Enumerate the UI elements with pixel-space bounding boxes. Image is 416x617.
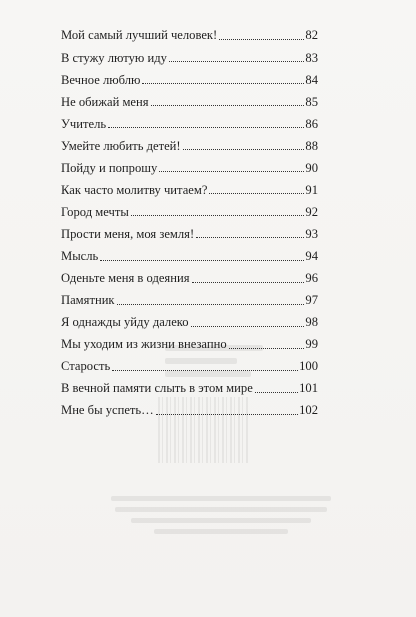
table-of-contents <box>61 20 318 417</box>
show-through-imprint <box>106 490 336 560</box>
toc-entry-page-number: 82 <box>305 28 318 43</box>
toc-entry[interactable] <box>61 108 318 130</box>
toc-dot-leader <box>183 149 305 150</box>
toc-entry-title: Не обижай меня <box>61 94 149 109</box>
toc-entry-title: Мысль <box>61 248 99 263</box>
toc-entry[interactable] <box>61 285 318 307</box>
toc-entry-page-number: 93 <box>305 226 318 241</box>
toc-entry-title: Памятник <box>61 293 115 308</box>
toc-entry-page-number: 91 <box>305 182 318 197</box>
toc-entry-page-number: 85 <box>305 94 318 109</box>
toc-entry-title: В вечной памяти слыть в этом мире <box>61 381 253 396</box>
toc-entry-page-number: 92 <box>305 204 318 219</box>
toc-entry-title: Мне бы успеть… <box>61 403 154 418</box>
toc-entry-page-number: 94 <box>305 248 318 263</box>
toc-dot-leader <box>255 392 298 393</box>
toc-entry-title: Старость <box>61 359 111 374</box>
toc-dot-leader <box>196 237 304 238</box>
toc-dot-leader <box>108 127 304 128</box>
toc-entry[interactable] <box>61 240 318 262</box>
toc-entry[interactable] <box>61 20 318 42</box>
toc-entry-title: Умейте любить детей! <box>61 138 181 153</box>
toc-entry[interactable] <box>61 152 318 174</box>
toc-entry[interactable] <box>61 373 318 395</box>
toc-dot-leader <box>219 39 304 40</box>
toc-entry[interactable] <box>61 351 318 373</box>
toc-entry-title: Мы уходим из жизни внезапно <box>61 337 227 352</box>
toc-entry-page-number: 101 <box>299 381 318 396</box>
toc-entry-title: В стужу лютую иду <box>61 50 167 65</box>
toc-dot-leader <box>156 414 298 415</box>
toc-entry[interactable] <box>61 307 318 329</box>
toc-entry[interactable] <box>61 263 318 285</box>
toc-entry-page-number: 90 <box>305 160 318 175</box>
toc-dot-leader <box>151 105 305 106</box>
toc-entry-page-number: 96 <box>305 270 318 285</box>
toc-entry[interactable] <box>61 329 318 351</box>
toc-dot-leader <box>117 304 305 305</box>
toc-entry-title: Город мечты <box>61 204 129 219</box>
toc-dot-leader <box>169 61 304 62</box>
toc-entry-page-number: 102 <box>299 403 318 418</box>
toc-dot-leader <box>229 348 305 349</box>
toc-entry[interactable] <box>61 196 318 218</box>
toc-entry-page-number: 100 <box>299 359 318 374</box>
toc-entry-title: Пойду и попрошу <box>61 160 158 175</box>
toc-entry[interactable] <box>61 174 318 196</box>
toc-entry-title: Оденьте меня в одеяния <box>61 270 190 285</box>
toc-dot-leader <box>131 215 305 216</box>
toc-entry-title: Я однажды уйду далеко <box>61 315 189 330</box>
toc-entry-page-number: 83 <box>305 50 318 65</box>
toc-dot-leader <box>142 83 304 84</box>
toc-entry-title: Мой самый лучший человек! <box>61 28 218 43</box>
toc-entry[interactable] <box>61 130 318 152</box>
toc-dot-leader <box>191 326 305 327</box>
toc-dot-leader <box>209 193 304 194</box>
toc-entry[interactable] <box>61 64 318 86</box>
toc-entry-page-number: 84 <box>305 72 318 87</box>
toc-entry-page-number: 98 <box>305 315 318 330</box>
toc-dot-leader <box>159 171 304 172</box>
toc-dot-leader <box>112 370 298 371</box>
toc-entry-page-number: 99 <box>305 337 318 352</box>
toc-entry[interactable] <box>61 218 318 240</box>
toc-entry-page-number: 97 <box>305 293 318 308</box>
toc-entry-title: Как часто молитву читаем? <box>61 182 208 197</box>
toc-dot-leader <box>192 282 305 283</box>
toc-entry-title: Учитель <box>61 116 107 131</box>
toc-dot-leader <box>100 260 304 261</box>
toc-entry[interactable] <box>61 42 318 64</box>
toc-entry-title: Прости меня, моя земля! <box>61 226 195 241</box>
toc-entry-page-number: 88 <box>305 138 318 153</box>
toc-entry-title: Вечное люблю <box>61 72 141 87</box>
toc-entry-page-number: 86 <box>305 116 318 131</box>
toc-entry[interactable] <box>61 395 318 417</box>
toc-entry[interactable] <box>61 86 318 108</box>
